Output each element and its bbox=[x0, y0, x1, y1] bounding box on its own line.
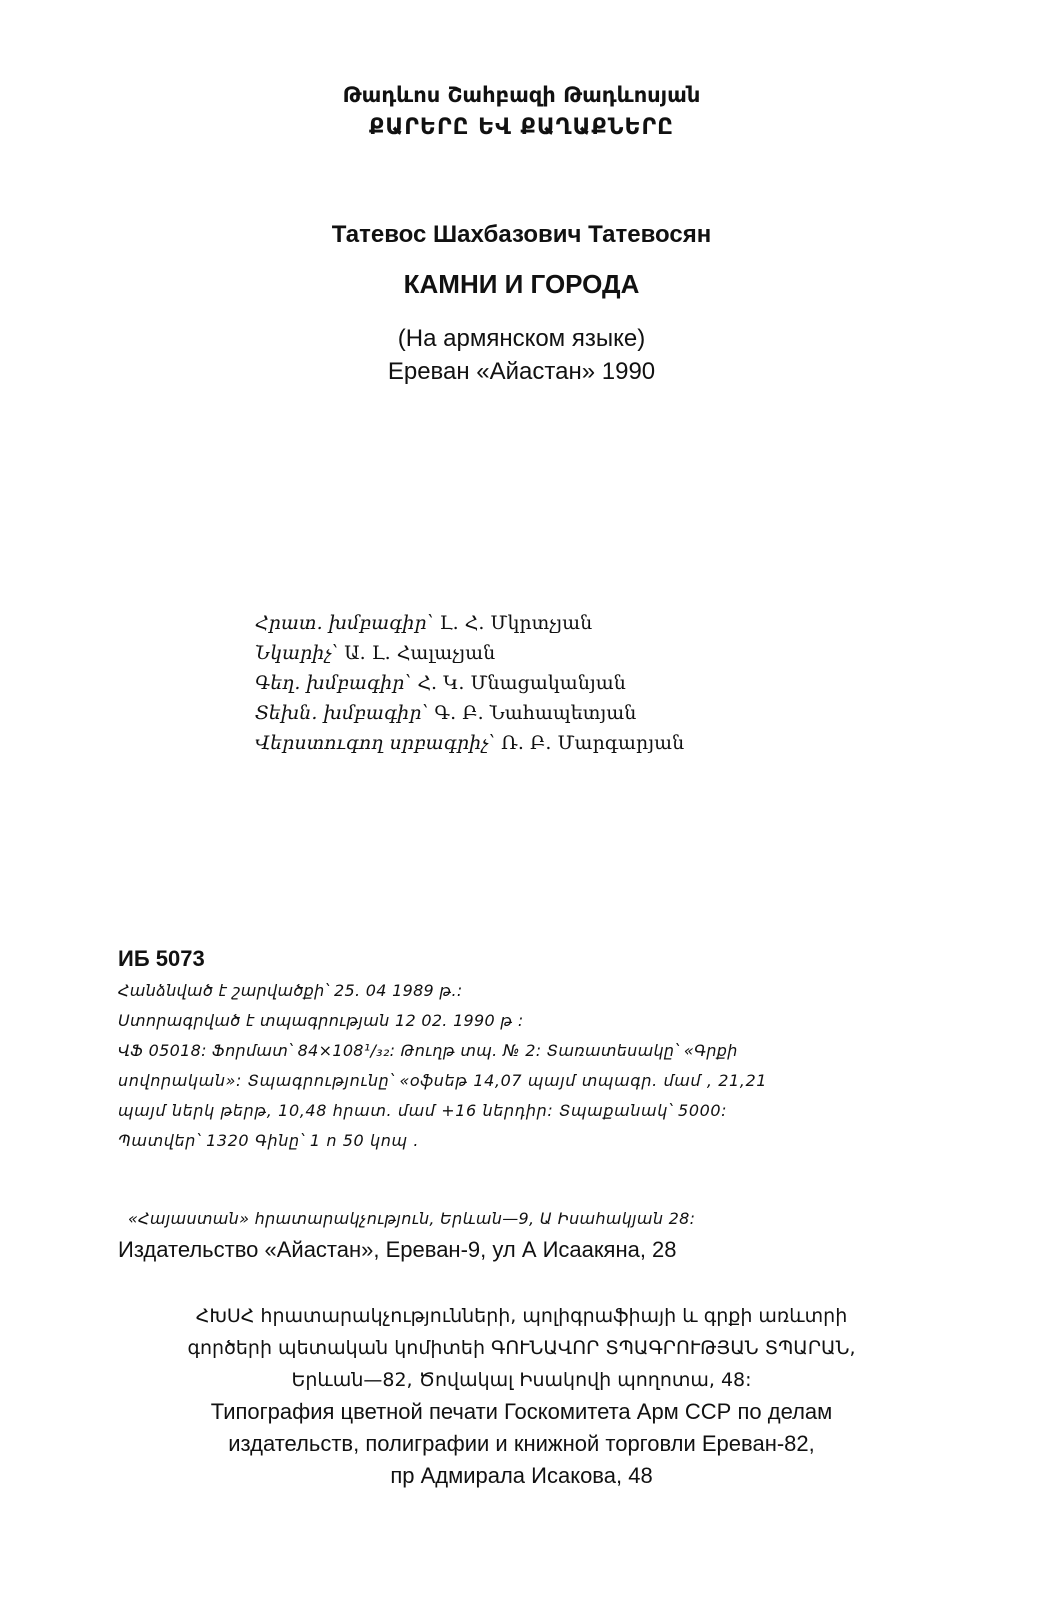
imprint-line: Հանձնված է շարվածքի՝ 25. 04 1989 թ.: bbox=[118, 981, 463, 1000]
credit-row bbox=[255, 698, 855, 728]
credit-row bbox=[255, 668, 855, 698]
imprint-line: Պատվեր՝ 1320 Գինը՝ 1 ո 50 կոպ . bbox=[118, 1131, 420, 1150]
imprint-line: Ստորագրված է տպագրության 12 02. 1990 թ : bbox=[118, 1011, 524, 1030]
credit-role: Գեղ. խմբագիր՝ bbox=[255, 672, 412, 694]
armenian-book-title: ՔԱՐԵՐԸ ԵՎ ՔԱՂԱՔՆԵՐԸ bbox=[369, 115, 674, 140]
credit-name: Լ. Հ. Մկրտչյան bbox=[439, 612, 593, 634]
russian-header bbox=[0, 218, 1043, 388]
imprint-line: ՎՖ 05018: Ֆորմատ՝ 84×108¹/₃₂: Թուղթ տպ. № 2: Տառատեսակը՝ «Գրքի bbox=[118, 1041, 738, 1060]
publisher-address-armenian: «Հայաստան» հրատարակչություն, Երևան—9, Ա Իսահակյան 28: bbox=[128, 1209, 696, 1228]
imprint-line: սովորական»: Տպագրությունը՝ «օֆսեթ 14,07 պայմ տպագր. մամ , 21,21 bbox=[118, 1071, 768, 1090]
credit-role: Տեխն. խմբագիր՝ bbox=[255, 702, 429, 724]
printer-line-armenian: գործերի պետական կոմիտեի ԳՈՒՆԱՎՈՐ ՏՊԱԳՐՈՒԹՅԱՆ ՏՊԱՐԱՆ, bbox=[187, 1337, 856, 1359]
imprint-line: պայմ ներկ թերթ, 10,48 հրատ. մամ +16 ներդիր: Տպաքանակ՝ 5000: bbox=[118, 1101, 728, 1120]
printer-line-russian: пр Адмирала Исакова, 48 bbox=[390, 1463, 653, 1488]
printer-block bbox=[0, 1300, 1043, 1492]
credit-name: Հ. Կ. Մնացականյան bbox=[417, 672, 626, 694]
publisher-address-russian: Издательство «Айастан», Ереван-9, ул А Исаакяна, 28 bbox=[118, 1237, 677, 1262]
credit-name: Ռ. Բ. Մարգարյան bbox=[501, 732, 685, 754]
credit-role: Վերստուգող սրբագրիչ՝ bbox=[255, 732, 496, 754]
armenian-header bbox=[0, 80, 1043, 146]
language-note: (На армянском языке) bbox=[397, 325, 646, 352]
credit-row bbox=[255, 608, 855, 638]
printer-line-armenian: ՀԽՍՀ հրատարակչությունների, պոլիգրաֆիայի և գրքի առևտրի bbox=[195, 1305, 848, 1327]
ib-number: ИБ 5073 bbox=[118, 946, 205, 971]
credit-role: Հրատ. խմբագիր՝ bbox=[255, 612, 434, 634]
printer-line-armenian: Երևան—82, Ծովակալ Իսակովի պողոտա, 48: bbox=[291, 1369, 752, 1391]
russian-book-title: КАМНИ И ГОРОДА bbox=[403, 269, 640, 299]
russian-author-name: Татевос Шахбазович Татевосян bbox=[331, 221, 712, 248]
imprint-block bbox=[118, 942, 938, 1156]
credit-name: Գ. Բ. Նահապետյան bbox=[434, 702, 637, 724]
credit-row bbox=[255, 638, 855, 668]
credits-list bbox=[255, 608, 855, 758]
credit-row bbox=[255, 728, 855, 758]
printer-line-russian: издательств, полиграфии и книжной торговли Ереван-82, bbox=[228, 1431, 815, 1456]
publication-line: Ереван «Айастан» 1990 bbox=[387, 358, 656, 385]
publisher-block bbox=[118, 1204, 938, 1266]
credit-name: Ա. Լ. Հալաչյան bbox=[344, 642, 496, 664]
credit-role: Նկարիչ՝ bbox=[255, 642, 339, 664]
armenian-author-name: Թադևոս Շահբազի Թադևոսյան bbox=[342, 83, 701, 107]
printer-line-russian: Типография цветной печати Госкомитета Арм ССР по делам bbox=[210, 1399, 833, 1424]
